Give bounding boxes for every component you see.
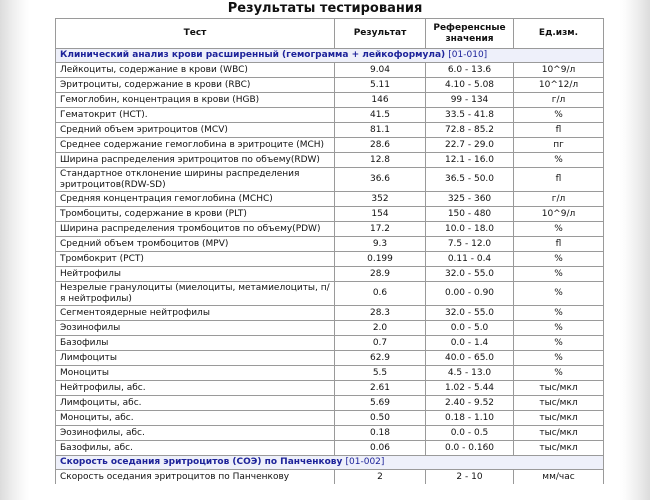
test-name-cell: Моноциты, абс.: [56, 411, 335, 426]
table-row: [56, 123, 604, 138]
reference-cell: 0.11 - 0.4: [426, 252, 514, 267]
test-name-cell: Базофилы, абс.: [56, 441, 335, 456]
result-cell: 9.04: [335, 63, 426, 78]
unit-cell: %: [514, 336, 604, 351]
result-cell: 146: [335, 93, 426, 108]
reference-cell: 0.0 - 0.160: [426, 441, 514, 456]
unit-cell: %: [514, 351, 604, 366]
reference-cell: 12.1 - 16.0: [426, 153, 514, 168]
test-name-cell: Нейтрофилы: [56, 267, 335, 282]
header-units: Ед.изм.: [514, 19, 604, 49]
result-cell: 5.5: [335, 366, 426, 381]
table-row: [56, 222, 604, 237]
reference-cell: 32.0 - 55.0: [426, 306, 514, 321]
reference-cell: 6.0 - 13.6: [426, 63, 514, 78]
section-header: [56, 456, 604, 470]
table-row: [56, 192, 604, 207]
reference-cell: 40.0 - 65.0: [426, 351, 514, 366]
table-row: [56, 470, 604, 485]
unit-cell: %: [514, 306, 604, 321]
table-row: [56, 63, 604, 78]
test-name-cell: Эозинофилы: [56, 321, 335, 336]
result-cell: 81.1: [335, 123, 426, 138]
result-cell: 9.3: [335, 237, 426, 252]
header-test: Тест: [56, 19, 335, 49]
header-reference: Референсные значения: [426, 19, 514, 49]
section-code: [01-002]: [345, 457, 385, 467]
test-name-cell: Стандартное отклонение ширины распределения эритроцитов(RDW-SD): [56, 168, 335, 192]
section-title: [56, 456, 604, 470]
unit-cell: %: [514, 366, 604, 381]
reference-cell: 7.5 - 12.0: [426, 237, 514, 252]
unit-cell: мм/час: [514, 470, 604, 485]
page-edge-right: [620, 0, 650, 500]
unit-cell: тыс/мкл: [514, 441, 604, 456]
test-name-cell: Гематокрит (HCT).: [56, 108, 335, 123]
unit-cell: тыс/мкл: [514, 396, 604, 411]
table-row: [56, 207, 604, 222]
result-cell: 2.0: [335, 321, 426, 336]
reference-cell: 0.18 - 1.10: [426, 411, 514, 426]
reference-cell: 99 - 134: [426, 93, 514, 108]
table-row: [56, 252, 604, 267]
result-cell: 154: [335, 207, 426, 222]
reference-cell: 72.8 - 85.2: [426, 123, 514, 138]
reference-cell: 33.5 - 41.8: [426, 108, 514, 123]
page-edge-left: [0, 0, 30, 500]
table-row: [56, 138, 604, 153]
table-row: [56, 306, 604, 321]
table-row: [56, 267, 604, 282]
table-row: [56, 108, 604, 123]
table-row: [56, 351, 604, 366]
reference-cell: 0.00 - 0.90: [426, 282, 514, 306]
section-code: [01-010]: [448, 50, 488, 60]
result-cell: 36.6: [335, 168, 426, 192]
result-cell: 2: [335, 470, 426, 485]
reference-cell: 150 - 480: [426, 207, 514, 222]
result-cell: 28.9: [335, 267, 426, 282]
test-name-cell: Ширина распределения тромбоцитов по объему(PDW): [56, 222, 335, 237]
test-name-cell: Скорость оседания эритроцитов по Панченкову: [56, 470, 335, 485]
unit-cell: fl: [514, 168, 604, 192]
test-name-cell: Тромбоциты, содержание в крови (PLT): [56, 207, 335, 222]
unit-cell: пг: [514, 138, 604, 153]
result-cell: 352: [335, 192, 426, 207]
reference-cell: 4.10 - 5.08: [426, 78, 514, 93]
reference-cell: 0.0 - 5.0: [426, 321, 514, 336]
header-result: Результат: [335, 19, 426, 49]
table-row: [56, 336, 604, 351]
table-row: [56, 426, 604, 441]
unit-cell: тыс/мкл: [514, 381, 604, 396]
unit-cell: fl: [514, 237, 604, 252]
test-name-cell: Ширина распределения эритроцитов по объему(RDW): [56, 153, 335, 168]
table-header-row: [56, 19, 604, 49]
test-name-cell: Незрелые гранулоциты (миелоциты, метамиелоциты, п/я нейтрофилы): [56, 282, 335, 306]
table-row: [56, 411, 604, 426]
section-title: [56, 49, 604, 63]
page-title: Результаты тестирования: [227, 1, 423, 16]
test-name-cell: Моноциты: [56, 366, 335, 381]
test-name-cell: Эозинофилы, абс.: [56, 426, 335, 441]
result-cell: 0.18: [335, 426, 426, 441]
reference-cell: 0.0 - 0.5: [426, 426, 514, 441]
test-name-cell: Базофилы: [56, 336, 335, 351]
result-cell: 28.3: [335, 306, 426, 321]
unit-cell: тыс/мкл: [514, 426, 604, 441]
test-name-cell: Лейкоциты, содержание в крови (WBC): [56, 63, 335, 78]
result-cell: 5.69: [335, 396, 426, 411]
result-cell: 0.7: [335, 336, 426, 351]
table-row: [56, 366, 604, 381]
reference-cell: 1.02 - 5.44: [426, 381, 514, 396]
unit-cell: fl: [514, 123, 604, 138]
results-table: [55, 18, 604, 484]
result-cell: 28.6: [335, 138, 426, 153]
reference-cell: 10.0 - 18.0: [426, 222, 514, 237]
unit-cell: тыс/мкл: [514, 411, 604, 426]
result-cell: 2.61: [335, 381, 426, 396]
result-cell: 5.11: [335, 78, 426, 93]
reference-cell: 4.5 - 13.0: [426, 366, 514, 381]
reference-cell: 32.0 - 55.0: [426, 267, 514, 282]
table-row: [56, 153, 604, 168]
unit-cell: %: [514, 153, 604, 168]
unit-cell: 10^12/л: [514, 78, 604, 93]
unit-cell: %: [514, 321, 604, 336]
results-body: [56, 49, 604, 485]
table-row: [56, 168, 604, 192]
table-row: [56, 93, 604, 108]
test-name-cell: Лимфоциты, абс.: [56, 396, 335, 411]
table-row: [56, 237, 604, 252]
unit-cell: г/л: [514, 192, 604, 207]
unit-cell: %: [514, 222, 604, 237]
result-cell: 0.6: [335, 282, 426, 306]
test-name-cell: Эритроциты, содержание в крови (RBC): [56, 78, 335, 93]
unit-cell: 10^9/л: [514, 63, 604, 78]
result-cell: 12.8: [335, 153, 426, 168]
section-header: [56, 49, 604, 63]
result-cell: 17.2: [335, 222, 426, 237]
test-name-cell: Лимфоциты: [56, 351, 335, 366]
test-name-cell: Тромбокрит (PCT): [56, 252, 335, 267]
table-row: [56, 78, 604, 93]
unit-cell: %: [514, 267, 604, 282]
reference-cell: 0.0 - 1.4: [426, 336, 514, 351]
table-row: [56, 381, 604, 396]
reference-cell: 2.40 - 9.52: [426, 396, 514, 411]
test-name-cell: Гемоглобин, концентрация в крови (HGB): [56, 93, 335, 108]
unit-cell: %: [514, 282, 604, 306]
unit-cell: %: [514, 252, 604, 267]
reference-cell: 36.5 - 50.0: [426, 168, 514, 192]
result-cell: 0.199: [335, 252, 426, 267]
section-name: Скорость оседания эритроцитов (СОЭ) по Панченкову: [60, 457, 343, 467]
test-name-cell: Средний объем тромбоцитов (MPV): [56, 237, 335, 252]
test-name-cell: Средний объем эритроцитов (MCV): [56, 123, 335, 138]
table-row: [56, 396, 604, 411]
test-name-cell: Среднее содержание гемоглобина в эритроците (MCH): [56, 138, 335, 153]
test-name-cell: Сегментоядерные нейтрофилы: [56, 306, 335, 321]
unit-cell: 10^9/л: [514, 207, 604, 222]
table-row: [56, 282, 604, 306]
table-row: [56, 321, 604, 336]
reference-cell: 325 - 360: [426, 192, 514, 207]
unit-cell: г/л: [514, 93, 604, 108]
result-cell: 0.06: [335, 441, 426, 456]
result-cell: 41.5: [335, 108, 426, 123]
test-name-cell: Нейтрофилы, абс.: [56, 381, 335, 396]
unit-cell: %: [514, 108, 604, 123]
table-row: [56, 441, 604, 456]
result-cell: 0.50: [335, 411, 426, 426]
test-name-cell: Средняя концентрация гемоглобина (MCHC): [56, 192, 335, 207]
section-name: Клинический анализ крови расширенный (гемограмма + лейкоформула): [60, 50, 446, 60]
reference-cell: 22.7 - 29.0: [426, 138, 514, 153]
reference-cell: 2 - 10: [426, 470, 514, 485]
result-cell: 62.9: [335, 351, 426, 366]
